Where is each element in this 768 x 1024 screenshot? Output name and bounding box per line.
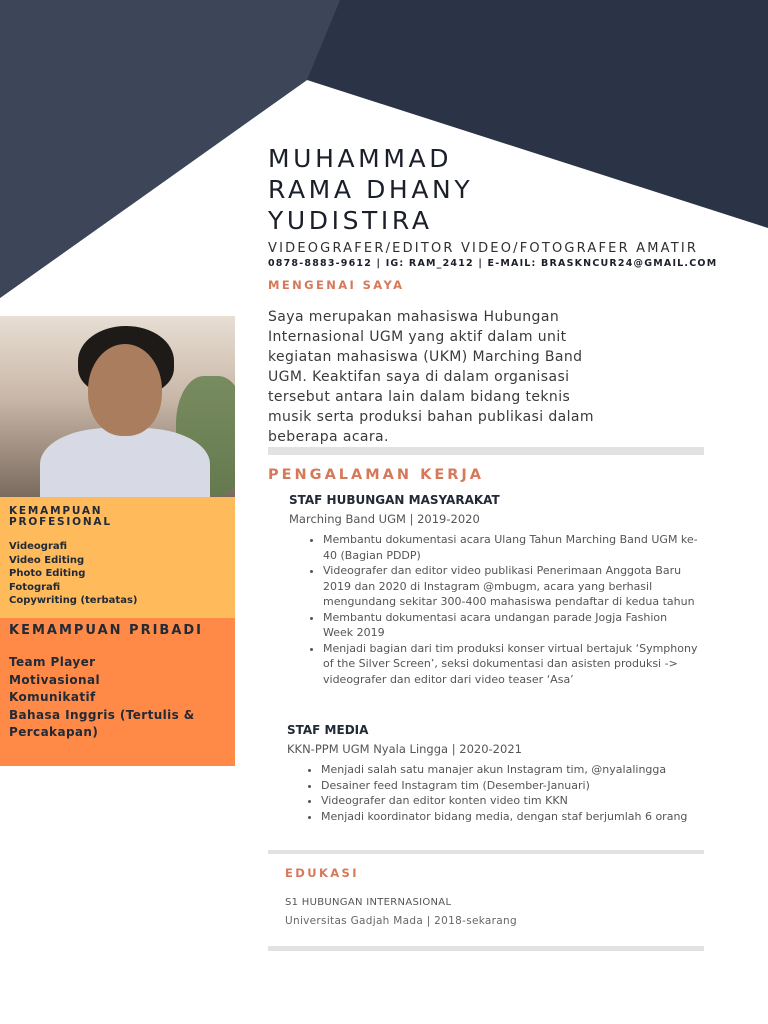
job-2-duties [305,762,699,824]
list-item: Video Editing [9,554,85,566]
photo-body [40,428,210,497]
list-item: Photo Editing [9,568,86,579]
personal-skills-panel [0,618,235,766]
list-item: • Videografer dan editor video publikasi Penerimaan Anggota Baru 2019 dan 2020 di Instagram @mbugm, acara yang berhasil mengundang sekitar 300-400 mahasiswa pendaftar di kedua tahun [323,563,699,610]
list-item: Komunikatif [9,690,96,704]
professional-skills-list [9,540,137,608]
professional-heading-line-1: KEMAMPUAN [9,505,103,517]
job-2-org: KKN-PPM UGM Nyala Lingga | 2020-2021 [287,742,522,756]
job-role: VIDEOGRAFER/EDITOR VIDEO/FOTOGRAFER AMATIR [268,241,699,256]
name-line-2: RAMA DHANY [268,175,474,204]
personal-skills-list [9,654,224,742]
education-heading: EDUKASI [285,866,359,880]
job-2 [287,723,699,824]
job-1-duties [307,532,699,687]
list-item: • Menjadi bagian dari tim produksi konser virtual bertajuk ‘Symphony of the Silver Screen’, seksi dokumentasi dan asisten produksi -> videografer dan editor dari video teaser ‘Asa’ [323,641,699,688]
personal-skills-heading: KEMAMPUAN PRIBADI [9,623,204,638]
list-item: • Membantu dokumentasi acara Ulang Tahun Marching Band UGM ke-40 (Bagian PDDP) [323,532,699,563]
list-item: Team Player [9,655,96,669]
professional-skills-panel [0,497,235,618]
list-item: • Menjadi koordinator bidang media, dengan staf berjumlah 6 orang [321,809,699,825]
list-item: • Desainer feed Instagram tim (Desember-Januari) [321,778,699,794]
list-item: Videografi [9,541,68,552]
list-item: Copywriting (terbatas) [9,595,138,606]
contact-line: 0878-8883-9612 | IG: RAM_2412 | E-MAIL: BRASKNCUR24@GMAIL.COM [268,258,718,269]
list-item: Fotografi [9,581,61,593]
divider-3 [268,946,704,951]
divider-1 [268,447,704,455]
experience-heading: PENGALAMAN KERJA [268,467,485,483]
name-line-1: MUHAMMAD [268,144,453,173]
job-1 [289,493,699,687]
list-item: • Membantu dokumentasi acara undangan parade Jogja Fashion Week 2019 [323,610,699,641]
professional-skills-heading [9,506,112,528]
photo-face [88,344,162,436]
job-1-title: STAF HUBUNGAN MASYARAKAT [289,493,500,507]
profile-photo [0,316,235,497]
divider-2 [268,850,704,854]
professional-heading-line-2: PROFESIONAL [9,516,112,528]
person-name [268,143,473,236]
list-item: • Menjadi salah satu manajer akun Instagram tim, @nyalalingga [321,762,699,778]
name-line-3: YUDISTIRA [268,206,433,235]
about-text: Saya merupakan mahasiswa Hubungan Internasional UGM yang aktif dalam unit kegiatan mahasiswa (UKM) Marching Band UGM. Keaktifan saya di dalam organisasi tersebut antara lain dalam bidang teknis musik serta produksi bahan publikasi dalam beberapa acara. [268,309,594,445]
education-school: Universitas Gadjah Mada | 2018-sekarang [285,915,517,927]
about-heading: MENGENAI SAYA [268,278,405,292]
list-item: Motivasional [9,672,101,687]
education-degree: S1 HUBUNGAN INTERNASIONAL [285,897,452,908]
list-item: • Videografer dan editor konten video tim KKN [321,793,699,809]
list-item: Bahasa Inggris (Tertulis & Percakapan) [9,707,195,739]
job-1-org: Marching Band UGM | 2019-2020 [289,512,480,526]
job-2-title: STAF MEDIA [287,723,369,737]
